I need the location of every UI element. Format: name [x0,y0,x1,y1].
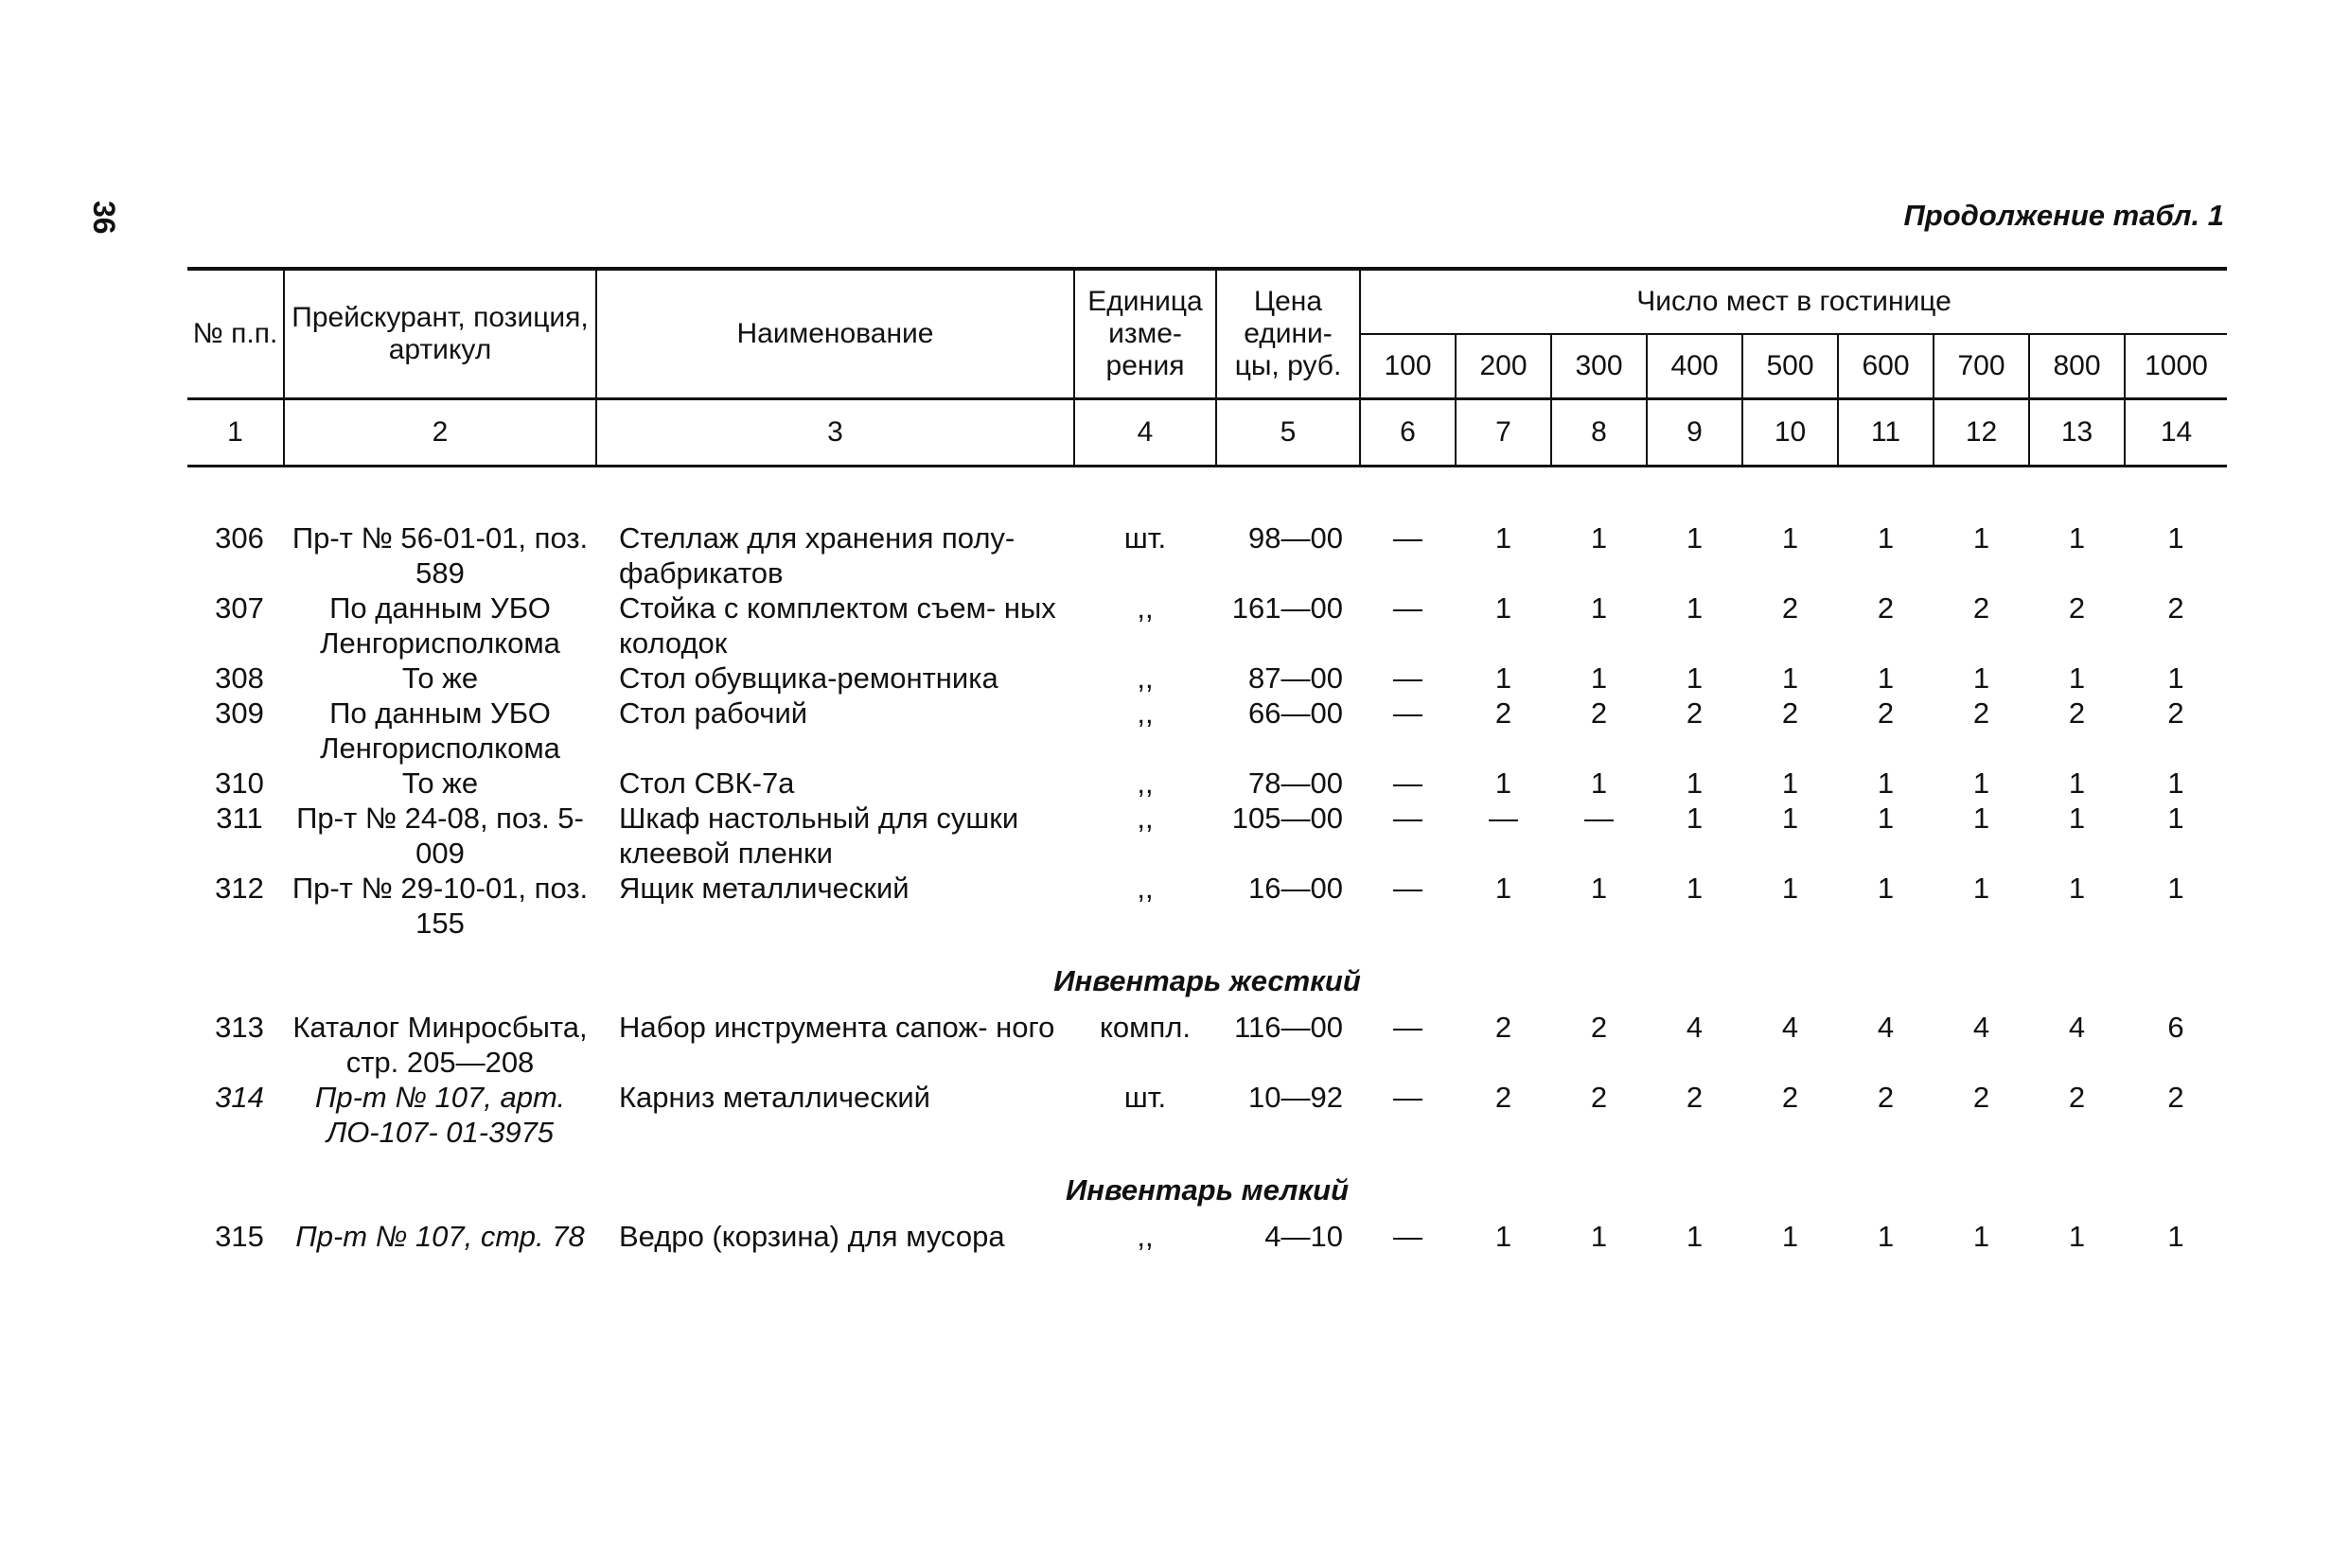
row-quantity: 2 [1781,591,1799,625]
header-unit: Единица изме- рения [1074,269,1216,399]
row-number: 308 [215,661,264,695]
row-source: Пр-т № 107, арт. ЛО-107- 01-3975 [314,1081,566,1149]
table-row [187,766,2227,801]
table-body [187,467,2227,1255]
row-name: Стеллаж для хранения полу- фабрикатов [619,521,1016,590]
spacer-cell [187,467,2227,521]
header-number: № п.п. [187,269,284,399]
row-quantity: 1 [1590,1220,1608,1253]
table-row [187,1010,2227,1080]
row-quantity: — [1489,802,1518,835]
header-column-numbers [187,399,2227,467]
row-unit: ,, [1137,661,1154,695]
row-price: 16—00 [1248,872,1343,905]
row-price: 98—00 [1248,521,1343,555]
row-quantity: 1 [2167,1220,2184,1253]
header-place-count: 1000 [2125,334,2227,399]
table-spacer [187,467,2227,521]
row-quantity: — [1393,661,1422,695]
row-number: 314 [215,1081,264,1114]
row-quantity: 1 [1686,591,1704,625]
row-quantity: 1 [1781,872,1799,905]
row-quantity: 2 [1686,1081,1704,1114]
row-quantity: 1 [1781,661,1799,695]
section-heading-row [187,941,2227,1010]
row-quantity: 2 [2068,1081,2086,1114]
row-quantity: 1 [1972,802,1990,835]
table-row [187,1080,2227,1150]
header-column-number: 10 [1742,399,1838,467]
table-row [187,1219,2227,1254]
row-quantity: — [1584,802,1614,835]
row-quantity: 1 [1781,766,1799,800]
row-source: Каталог Минросбыта, стр. 205—208 [292,1011,588,1079]
row-quantity: 1 [1590,766,1608,800]
row-quantity: 1 [1686,766,1704,800]
row-number: 306 [215,521,264,555]
row-quantity: — [1393,521,1422,555]
table-row [187,520,2227,590]
header-name: Наименование [596,269,1074,399]
row-quantity: 6 [2167,1011,2184,1044]
header-column-number: 8 [1551,399,1647,467]
header-place-count: 600 [1838,334,1934,399]
row-quantity: 1 [1877,661,1895,695]
header-place-count: 500 [1742,334,1838,399]
row-number: 307 [215,591,264,625]
row-quantity: 1 [2068,766,2086,800]
row-quantity: — [1393,1011,1422,1044]
row-source: То же [401,661,479,695]
row-quantity: 1 [1590,591,1608,625]
row-quantity: 2 [1877,696,1895,730]
row-quantity: 2 [1494,1081,1512,1114]
row-quantity: 1 [1686,872,1704,905]
row-quantity: 1 [1877,802,1895,835]
row-quantity: 1 [1494,661,1512,695]
row-quantity: 4 [1972,1011,1990,1044]
row-quantity: 1 [2068,521,2086,555]
row-price: 116—00 [1234,1011,1343,1044]
row-price: 10—92 [1248,1081,1343,1114]
row-quantity: 1 [1494,766,1512,800]
row-quantity: 1 [1972,766,1990,800]
table-row [187,801,2227,871]
row-price: 66—00 [1248,696,1343,730]
row-quantity: 1 [1781,521,1799,555]
row-unit: ,, [1137,591,1154,625]
row-price: 4—10 [1264,1220,1343,1253]
row-quantity: 1 [1494,521,1512,555]
row-name: Шкаф настольный для сушки клеевой пленки [619,802,1019,870]
row-quantity: 2 [1972,591,1990,625]
header-column-number: 7 [1456,399,1551,467]
row-quantity: 2 [2167,1081,2184,1114]
row-unit: ,, [1137,696,1154,730]
row-quantity: 1 [1590,521,1608,555]
row-quantity: 2 [2068,696,2086,730]
row-quantity: 1 [1686,661,1704,695]
row-quantity: 2 [1590,1081,1608,1114]
price-table [187,267,2227,1254]
header-place-count: 800 [2029,334,2125,399]
table-continuation-label: Продолжение табл. 1 [1903,199,2224,232]
row-price: 105—00 [1231,802,1343,835]
header-place-count: 200 [1456,334,1551,399]
header-column-number: 11 [1838,399,1934,467]
table-row [187,661,2227,696]
row-quantity: 4 [1686,1011,1704,1044]
row-quantity: 2 [1494,696,1512,730]
row-quantity: 2 [1781,696,1799,730]
header-places: Число мест в гостинице [1360,269,2227,334]
row-unit: шт. [1123,521,1167,555]
row-quantity: 1 [1494,872,1512,905]
header-price: Цена едини- цы, руб. [1216,269,1360,399]
row-quantity: 4 [2068,1011,2086,1044]
table-row [187,590,2227,661]
row-quantity: 2 [1686,696,1704,730]
row-number: 313 [215,1011,264,1044]
row-quantity: 1 [1494,591,1512,625]
row-quantity: 1 [1972,872,1990,905]
header-column-number: 2 [284,399,596,467]
row-unit: шт. [1123,1081,1167,1114]
row-quantity: 1 [1877,872,1895,905]
section-heading-row [187,1150,2227,1219]
header-column-number: 3 [596,399,1074,467]
row-quantity: 1 [2068,661,2086,695]
row-quantity: 2 [2167,591,2184,625]
header-column-number: 4 [1074,399,1216,467]
header-column-number: 9 [1647,399,1742,467]
row-quantity: — [1393,802,1422,835]
table-row [187,871,2227,941]
header-source: Прейскурант, позиция, артикул [284,269,596,399]
section-title: Инвентарь жесткий [1053,964,1361,997]
row-quantity: 1 [1877,766,1895,800]
row-quantity: 1 [1590,661,1608,695]
row-quantity: — [1393,872,1422,905]
row-quantity: 1 [1686,1220,1704,1253]
row-quantity: — [1393,591,1422,625]
row-unit: ,, [1137,872,1154,905]
header-column-number: 13 [2029,399,2125,467]
row-quantity: — [1393,1220,1422,1253]
row-quantity: 4 [1781,1011,1799,1044]
row-quantity: 1 [1877,521,1895,555]
row-quantity: 1 [1494,1220,1512,1253]
row-quantity: — [1393,766,1422,800]
row-quantity: — [1393,1081,1422,1114]
row-unit: ,, [1137,1220,1154,1253]
row-quantity: 2 [1877,591,1895,625]
row-number: 310 [215,766,264,800]
row-quantity: 2 [1590,696,1608,730]
row-quantity: 1 [2167,766,2184,800]
row-name: Стол обувщика-ремонтника [619,661,998,695]
row-quantity: 1 [2167,802,2184,835]
row-quantity: 1 [2167,521,2184,555]
row-number: 312 [215,872,264,905]
row-source: То же [401,766,479,800]
row-quantity: 2 [2068,591,2086,625]
row-price: 78—00 [1248,766,1343,800]
page-number: 36 [87,201,121,235]
row-quantity: 2 [1972,696,1990,730]
row-price: 87—00 [1248,661,1343,695]
row-quantity: 1 [1972,521,1990,555]
row-source: Пр-т № 56-01-01, поз. 589 [291,521,589,590]
row-quantity: 2 [1494,1011,1512,1044]
header-place-count: 400 [1647,334,1742,399]
header-place-count: 300 [1551,334,1647,399]
row-unit: ,, [1137,766,1154,800]
table-header [187,269,2227,467]
table-row [187,696,2227,766]
row-source: Пр-т № 24-08, поз. 5-009 [296,802,584,870]
row-name: Ящик металлический [619,872,910,905]
row-name: Набор инструмента сапож- ного [619,1011,1055,1044]
row-quantity: 1 [1686,802,1704,835]
row-price: 161—00 [1231,591,1343,625]
row-name: Карниз металлический [619,1081,930,1114]
row-quantity: 1 [2167,661,2184,695]
row-quantity: 1 [2068,802,2086,835]
row-source: Пр-т № 29-10-01, поз. 155 [291,872,589,940]
header-column-number: 12 [1934,399,2029,467]
row-unit: компл. [1100,1011,1191,1044]
row-quantity: 4 [1877,1011,1895,1044]
row-number: 309 [215,696,264,730]
row-quantity: 1 [1877,1220,1895,1253]
header-column-number: 1 [187,399,284,467]
row-quantity: 1 [1972,1220,1990,1253]
header-column-number: 14 [2125,399,2227,467]
header-column-number: 5 [1216,399,1360,467]
row-quantity: 2 [1972,1081,1990,1114]
row-source: По данным УБО Ленгорисполкома [320,591,560,660]
row-number: 315 [215,1220,264,1253]
row-quantity: 1 [1686,521,1704,555]
row-quantity: 2 [1590,1011,1608,1044]
row-unit: ,, [1137,802,1154,835]
row-name: Стол рабочий [619,696,808,730]
section-title: Инвентарь мелкий [1065,1173,1350,1207]
header-column-number: 6 [1360,399,1456,467]
row-name: Стол СВК-7а [619,766,795,800]
row-name: Стойка с комплектом съем- ных колодок [619,591,1056,660]
row-number: 311 [216,802,263,835]
row-quantity: 2 [2167,696,2184,730]
row-quantity: 1 [1781,1220,1799,1253]
row-quantity: 1 [2167,872,2184,905]
row-quantity: — [1393,696,1422,730]
row-source: Пр-т № 107, стр. 78 [295,1220,585,1253]
row-quantity: 1 [1972,661,1990,695]
header-place-count: 100 [1360,334,1456,399]
row-quantity: 1 [2068,1220,2086,1253]
row-name: Ведро (корзина) для мусора [619,1220,1005,1253]
header-place-count: 700 [1934,334,2029,399]
row-quantity: 2 [1781,1081,1799,1114]
row-quantity: 1 [1590,872,1608,905]
row-quantity: 1 [2068,872,2086,905]
row-quantity: 2 [1877,1081,1895,1114]
row-quantity: 1 [1781,802,1799,835]
row-source: По данным УБО Ленгорисполкома [320,696,560,765]
